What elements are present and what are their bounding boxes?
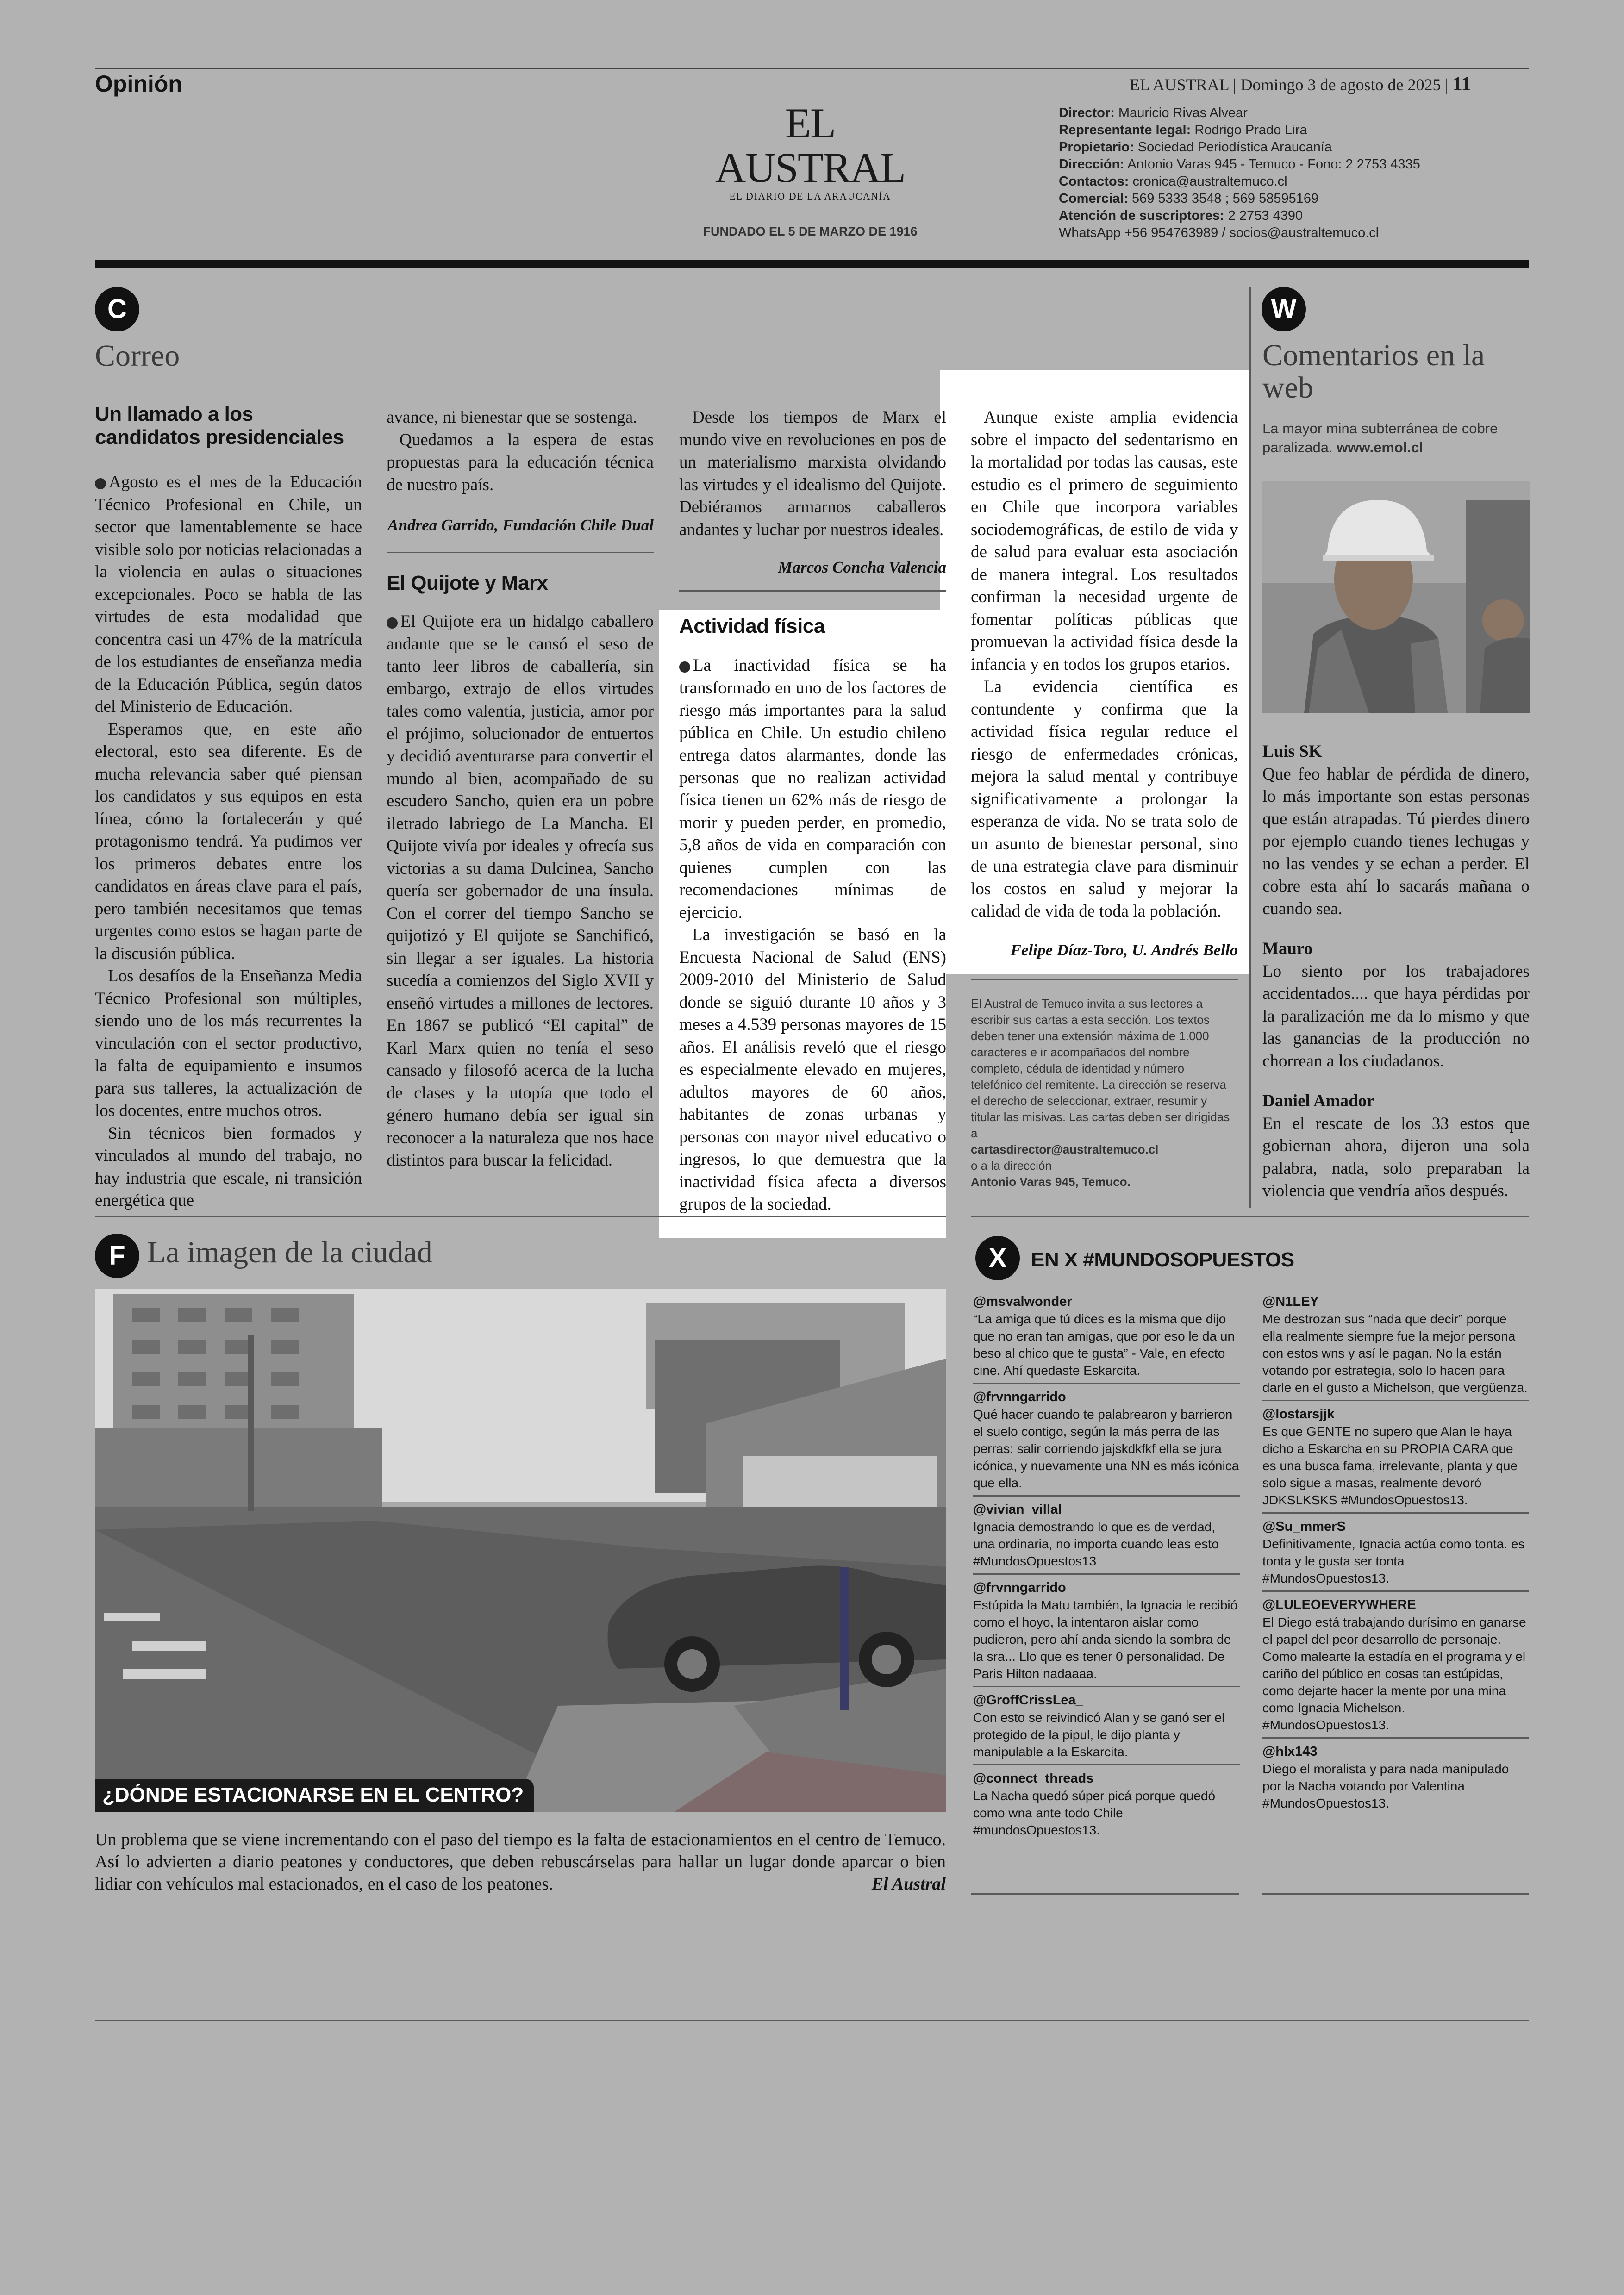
staff-line [1059,105,1420,122]
web-comment [1262,938,1530,1073]
staff-line [1059,190,1420,207]
letters-notice [971,996,1238,1190]
vertical-rule [1249,287,1251,1208]
tweet-handle[interactable]: @msvalwonder [973,1294,1072,1309]
tw-bottom-rule [971,1893,1239,1895]
tweet-text: Qué hacer cuando te palabrearon y barrieron el suelo contigo, según la más perra de las perras: salir corriendo jajskdkfkf ella se jura icónica, y nuevamente una NN es más icónica que ella. [973,1407,1239,1490]
staff-line [1059,173,1420,190]
letter3-signature: Felipe Díaz-Toro, U. Andrés Bello [1010,941,1238,959]
web-subtitle [1262,419,1529,457]
city-photo [95,1289,946,1812]
masthead-subtitle: EL DIARIO DE LA ARAUCANÍA [729,191,891,202]
letter1-signature: Andrea Garrido, Fundación Chile Dual [387,516,654,534]
web-comment [1262,1090,1530,1203]
tweet-text: Me destrozan sus “nada que decir” porque ella realmente siempre fue la mejor persona con estos wns y así le pagan. No la están votando por estrategia, solo lo hacen para darle en el gusto a Michelson, que vergüenza. [1262,1312,1528,1395]
notice-email[interactable]: cartasdirector@australtemuco.cl [971,1142,1159,1156]
miner-photo [1262,481,1530,713]
twitter-col2 [1262,1291,1529,1818]
tweet-text: Ignacia demostrando lo que es de verdad, una ordinaria, no importa cuando leas esto #MundosOpuestos13 [973,1520,1219,1568]
notice-or: o a la dirección [971,1158,1052,1172]
tweet-text: Con esto se reivindicó Alan y se ganó ser el protegido de la pipul, le dijo planta y manipulable a la Eskarcita. [973,1710,1225,1759]
tweet-handle[interactable]: @vivian_villal [973,1502,1062,1517]
letter1-para2: Esperamos que, en este año electoral, esto sea diferente. Es de mucha relevancia saber qué piensan los candidatos y sus equipos en esta línea, cómo la fortalecerán y qué protagonismo tendrá. Ya pudimos ver los primeros debates entre los candidatos en áreas clave para el país, pero también necesitamos que temas urgentes como estos se hagan parte de la discusión pública. [95,719,362,963]
col3 [679,406,946,1216]
letter3-para3: Aunque existe amplia evidencia sobre el impacto del sedentarismo en la mortalidad por todas las causas, este estudio es el primero de seguimiento en Chile que incorpora variables sociodemográficas, de estilo de vida y de salud para evaluar esta asociación de manera integral. Los resultados confirman la necesidad urgente de fomentar políticas públicas que promuevan la actividad física desde la infancia y en todos los grupos etarios. [971,408,1238,674]
web-badge: W [1262,287,1306,331]
bullet-icon [387,617,398,629]
col2 [387,406,654,1172]
tw-bottom-rule [1262,1893,1529,1895]
tweet-handle[interactable]: @connect_threads [973,1771,1094,1786]
masthead-logo: EL AUSTRAL [715,100,906,191]
letter1-para3: Los desafíos de la Enseñanza Media Técnico Profesional son múltiples, siendo uno de los más recurrentes la vinculación con el sector productivo, la falta de equipamiento e insumos para sus talleres, la actualización de los docentes, entre muchos otros. [95,967,362,1120]
staff-line [1059,225,1420,242]
header-thick-rule [95,260,1529,268]
web-comment-text: Lo siento por los trabajadores accidentados.... que haya pérdidas por la paralización me da lo mismo y que las ganancias de la producción no chorrean a los ciudadanos. [1262,961,1530,1071]
header-top-rule [95,68,1529,69]
staff-label: Contactos: [1059,174,1129,189]
staff-label: Atención de suscriptores: [1059,208,1224,223]
letter2-para1: El Quijote era un hidalgo caballero andante que se le cansó el seso de tanto leer libros de caballería, sin embargo, extrajo de ellos virtudes tales como valentía, justicia, amor por el prójimo, solucionador de entuertos y decidió aventurarse para convertir el mundo al bien, acompañado de su escudero Sancho, quien era un pobre iletrado labriego de La Mancha. El Quijote vivía por ideales y ofrecía sus victorias a su dama Dulcinea, Sancho quería ser gobernador de una ínsula. Con el correr del tiempo Sancho se quijotizó y El quijote se Sanchificó, sin llegar a ser iguales. La historia sucedía a comienzos del Siglo XVII y enseñó virtudes a millones de lectores. En 1867 se publicó “El capital” de Karl Marx quien no tenía el seso cansado y filosofó acerca de la lucha de clases y la utopía que todo el género humano debía ser igual sin reconocer a la naturaleza que nos hace distintos para buscar la felicidad. [387,612,654,1170]
tweet-handle[interactable]: @Su_mmerS [1262,1519,1346,1534]
web-subtitle-link[interactable]: www.emol.cl [1337,439,1423,455]
tweet-text: Definitivamente, Ignacia actúa como tonta. es tonta y le gusta ser tonta #MundosOpuestos13. [1262,1537,1525,1585]
founded-line: FUNDADO EL 5 DE MARZO DE 1916 [703,225,918,238]
photo-caption: ¿DÓNDE ESTACIONARSE EN EL CENTRO? [95,1779,534,1812]
letter1-para4: Sin técnicos bien formados y vinculados al mundo del trabajo, no hay industria que escale, ni transición energética que [95,1123,362,1210]
twitter-col1 [973,1291,1240,1845]
tweet-text: Es que GENTE no supero que Alan le haya dicho a Eskarcha en su PROPIA CARA que es una busca fama, irrelevante, planta y que solo sigue a masas, realmente devoró JDKSLKSKS #MundosOpuestos13. [1262,1424,1518,1507]
notice-address: Antonio Varas 945, Temuco. [971,1174,1131,1189]
staff-line [1059,139,1420,156]
letter2-title: El Quijote y Marx [387,572,548,594]
staff-value: 2 2753 4390 [1224,208,1303,223]
tweet-handle[interactable]: @N1LEY [1262,1294,1319,1309]
letter3-para1: La inactividad física se ha transformado en uno de los factores de riesgo más importantes para la salud pública en Chile. Un estudio chileno entrega datos alarmantes, donde las personas que no realizan actividad física tienen un 62% más de riesgo de morir y pueden perder, en promedio, 5,8 años de vida en comparación con quienes cumplen con las recomendaciones mínimas de ejercicio. [679,656,946,922]
tweet-text: La Nacha quedó súper picá porque quedó como wna ante todo Chile #mundosOpuestos13. [973,1789,1216,1837]
web-comment-author: Daniel Amador [1262,1091,1374,1110]
web-comment-text: Que feo hablar de pérdida de dinero, lo más importante son estas personas que están atrapadas. Tú pierdes dinero por ejemplo cuando tienes lechugas y no las vendes y se echan a perder. El cobre esta ahí lo sacarás mañana o cuando sea. [1262,764,1530,918]
bullet-icon [679,661,690,673]
imagen-credit: El Austral [871,1874,946,1894]
staff-label: Comercial: [1059,191,1128,206]
tweet-handle[interactable]: @hlx143 [1262,1744,1318,1759]
notice-text: El Austral de Temuco invita a sus lectores a escribir sus cartas a esta sección. Los textos deben tener una extensión máxima de 1.000 caracteres e ir acompañados del nombre completo, cédula de identidad y número telefónico del remitente. La dirección se reserva el derecho de seleccionar, extraer, resumir y titular las misivas. Las cartas deben ser dirigidas a [971,996,1230,1140]
twitter-title: EN X #MUNDOSOPUESTOS [1031,1248,1294,1271]
tweet-handle[interactable]: @frvnngarrido [973,1580,1066,1595]
web-title: Comentarios en la web [1262,338,1485,405]
imagen-text [95,1828,946,1895]
letter1-col1 [95,403,362,1212]
divider [971,979,1238,980]
letter3-title: Actividad física [679,615,825,637]
web-subtitle-text: La mayor mina subterránea de cobre paralizada. [1262,420,1498,455]
correo-badge: C [95,287,139,331]
imagen-top-rule [95,1216,946,1217]
staff-value: WhatsApp +56 954763989 / socios@australtemuco.cl [1059,225,1379,240]
letter1-para1: Agosto es el mes de la Educación Técnico Profesional en Chile, un sector que lamentablemente se hace visible solo por noticias relacionadas a la violencia en aulas o situaciones excepcionales. Poco se habla de las virtudes de esta modalidad que concentra casi un 47% de la matrícula de los estudiantes de enseñanza media de la Educación Pública, según datos del Ministerio de Educación. [95,473,362,716]
tweet [1262,1595,1529,1739]
letter3-para4: La evidencia científica es contundente y confirma que la actividad física regular reduce el riesgo de enfermedades crónicas, mejora la salud mental y contribuye significativamente a prolongar la esperanza de vida. No se trata solo de un asunto de bienestar personal, sino de una estrategia clave para disminuir los costos en salud y mejorar la calidad de vida de toda la población. [971,677,1238,921]
tweet-handle[interactable]: @LULEOEVERYWHERE [1262,1597,1416,1612]
dateline [1130,73,1471,95]
twitter-badge: X [975,1236,1020,1280]
col4 [971,406,1238,1190]
masthead [694,101,926,239]
web-comment-text: En el rescate de los 33 estos que gobiernan ahora, dijeron una sola palabra, nada, solo preparaban la violencia que vendría años después. [1262,1114,1530,1200]
bullet-icon [95,478,106,489]
staff-value: 569 5333 3548 ; 569 58595169 [1128,191,1319,206]
section-label: Opinión [95,71,182,97]
staff-label: Dirección: [1059,157,1124,172]
staff-value: Sociedad Periodística Araucanía [1134,140,1332,155]
page-number: 11 [1452,74,1471,95]
staff-box [1059,105,1420,242]
page-bottom-rule [95,2020,1529,2021]
letter3-para2: La investigación se basó en la Encuesta Nacional de Salud (ENS) 2009-2010 del Ministerio de Salud donde se siguió durante 10 años y 3 meses a 4.539 personas mayores de 15 años. El análisis reveló que el riesgo es especialmente elevado en mujeres, adultos mayores de 60 años, habitantes de zonas urbanas y personas con mayor nivel educativo o ingresos, lo que demuestra que la inactividad física afecta a diversos grupos de la sociedad. [679,925,946,1214]
tweet-handle[interactable]: @lostarsjjk [1262,1407,1335,1422]
staff-value: cronica@australtemuco.cl [1129,174,1287,189]
imagen-title: La imagen de la ciudad [147,1235,432,1269]
dateline-text: EL AUSTRAL | Domingo 3 de agosto de 2025 | [1130,75,1449,94]
letter1-para5: avance, ni bienestar que se sostenga. [387,408,637,427]
tweet [1262,1404,1529,1514]
letter1-title: Un llamado a los candidatos presidenciales [95,403,344,449]
web-comments [1262,741,1530,1220]
letter1-para6: Quedamos a la espera de estas propuestas para la educación técnica de nuestro país. [387,430,654,494]
tweet-text: Diego el moralista y para nada manipulado por la Nacha votando por Valentina #MundosOpuestos13. [1262,1762,1509,1810]
tweet-text: Estúpida la Matu también, la Ignacia le recibió como el hoyo, la intentaron aislar como pudieron, pero ahí anda siendo la sombra de la sra... Llo que es tener 0 personalidad. De Paris Hilton nadaaaa. [973,1598,1238,1681]
staff-line [1059,207,1420,225]
tweet [973,1499,1240,1575]
web-comment-author: Mauro [1262,939,1313,958]
staff-line [1059,122,1420,139]
staff-value: Mauricio Rivas Alvear [1114,106,1248,120]
tweet-text: El Diego está trabajando durísimo en ganarse el papel del peor desarrollo de personaje. Como malearte la estadía en el programa y el cariño del público en cosas tan estúpidas, como dejarte hacer la mente por una mina como Ignacia Michelson. #MundosOpuestos13. [1262,1615,1526,1732]
twitter-top-rule [971,1216,1529,1217]
staff-label: Representante legal: [1059,123,1191,137]
tweet [1262,1291,1529,1401]
staff-line [1059,156,1420,173]
tweet [973,1578,1240,1687]
tweet [1262,1741,1529,1815]
staff-label: Propietario: [1059,140,1134,155]
letter2-signature: Marcos Concha Valencia [778,558,946,576]
imagen-badge: F [95,1234,139,1278]
tweet-handle[interactable]: @frvnngarrido [973,1390,1066,1404]
tweet [1262,1516,1529,1592]
web-comment [1262,741,1530,920]
divider [387,552,654,553]
letter2-para2: Desde los tiempos de Marx el mundo vive en revoluciones en pos de un materialismo marxista olvidando las virtudes y el idealismo del Quijote. Debiéramos armarnos caballeros andantes y luchar por nuestros ideales. [679,408,946,539]
tweet-handle[interactable]: @GroffCrissLea_ [973,1693,1083,1708]
divider [679,590,946,592]
staff-value: Antonio Varas 945 - Temuco - Fono: 2 2753 4335 [1124,157,1420,172]
tweet-text: “La amiga que tú dices es la misma que dijo que no eran tan amigas, que por eso le da un beso al chico que te gusta” - Vale, en efecto cine. Ahí quedaste Eskarcita. [973,1312,1235,1378]
tweet [973,1291,1240,1384]
staff-value: Rodrigo Prado Lira [1191,123,1307,137]
tweet [973,1690,1240,1765]
imagen-text-body: Un problema que se viene incrementando con el paso del tiempo es la falta de estacionamientos en el centro de Temuco. Así lo advierten a diario peatones y conductores, que deben rebuscárselas para hallar un lugar donde aparcar o bien lidiar con vehículos mal estacionados, en el caso de los peatones. [95,1830,946,1894]
tweet [973,1768,1240,1842]
web-comment-author: Luis SK [1262,742,1322,761]
tweet [973,1387,1240,1497]
correo-title: Correo [95,339,180,373]
staff-label: Director: [1059,106,1115,120]
